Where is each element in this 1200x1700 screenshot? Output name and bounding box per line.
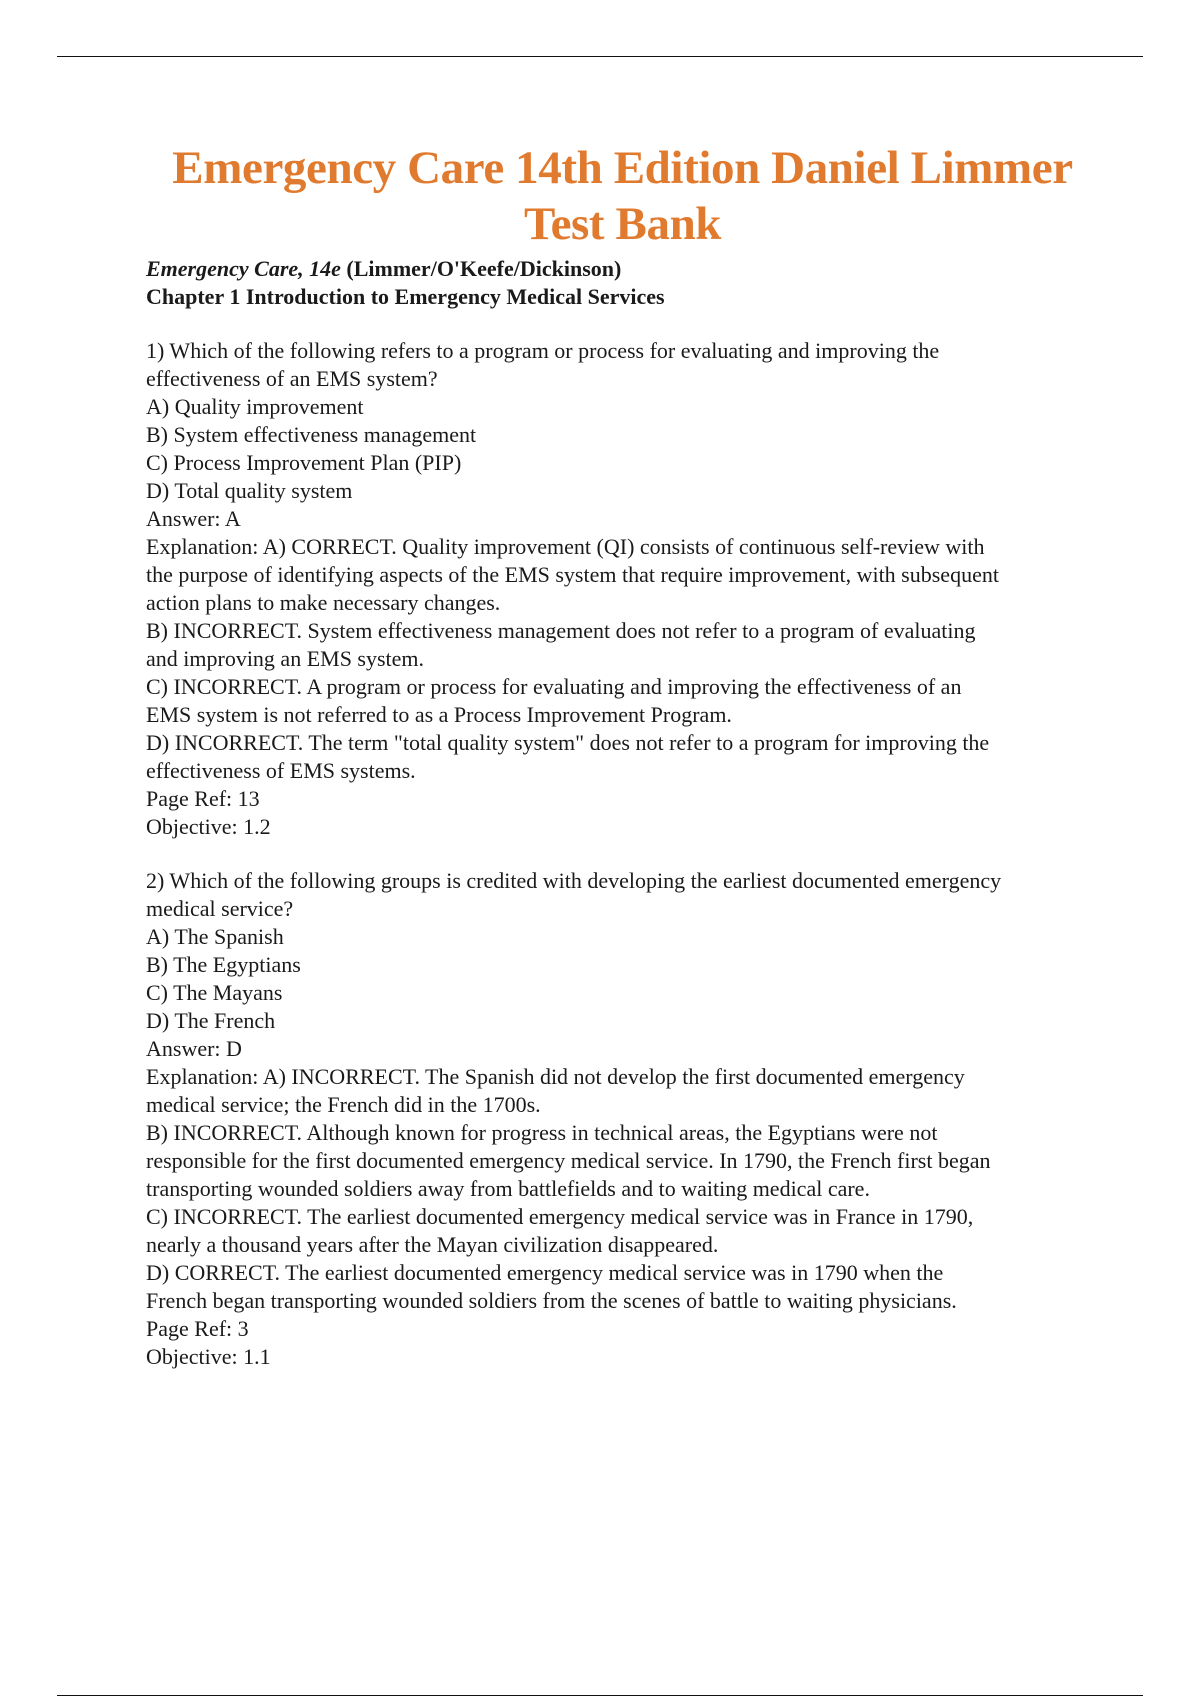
question-block-1 bbox=[146, 337, 1156, 841]
question-stem-line: 2) Which of the following groups is credited with developing the earliest documented emergency bbox=[146, 868, 1002, 893]
document-body bbox=[146, 255, 1156, 1371]
explanation-line: medical service; the French did in the 1700s. bbox=[146, 1092, 541, 1117]
explanation-line: D) CORRECT. The earliest documented emergency medical service was in 1790 when the bbox=[146, 1260, 944, 1285]
explanation-line: responsible for the first documented emergency medical service. In 1790, the French first began bbox=[146, 1148, 991, 1173]
page-reference: Page Ref: 3 bbox=[146, 1316, 249, 1341]
book-authors: (Limmer/O'Keefe/Dickinson) bbox=[340, 256, 622, 281]
answer-option: B) System effectiveness management bbox=[146, 422, 477, 447]
objective: Objective: 1.2 bbox=[146, 814, 271, 839]
explanation-line: C) INCORRECT. A program or process for evaluating and improving the effectiveness of an bbox=[146, 674, 962, 699]
question-stem-line: 1) Which of the following refers to a program or process for evaluating and improving the bbox=[146, 338, 940, 363]
explanation-line: nearly a thousand years after the Mayan civilization disappeared. bbox=[146, 1232, 719, 1257]
answer-option: D) The French bbox=[146, 1008, 276, 1033]
answer-option: B) The Egyptians bbox=[146, 952, 301, 977]
answer-key: Answer: A bbox=[146, 506, 241, 531]
explanation-line: EMS system is not referred to as a Process Improvement Program. bbox=[146, 702, 732, 727]
explanation-line: transporting wounded soldiers away from battlefields and to waiting medical care. bbox=[146, 1176, 870, 1201]
spacer bbox=[146, 841, 1156, 867]
explanation-line: B) INCORRECT. Although known for progress in technical areas, the Egyptians were not bbox=[146, 1120, 938, 1145]
answer-option: A) The Spanish bbox=[146, 924, 284, 949]
explanation-line: D) INCORRECT. The term "total quality system" does not refer to a program for improving the bbox=[146, 730, 990, 755]
question-stem-line: effectiveness of an EMS system? bbox=[146, 366, 438, 391]
book-title: Emergency Care, 14e bbox=[146, 256, 341, 281]
answer-option: D) Total quality system bbox=[146, 478, 353, 503]
title-line-2: Test Bank bbox=[523, 198, 722, 250]
answer-option: C) Process Improvement Plan (PIP) bbox=[146, 450, 462, 475]
chapter-heading: Chapter 1 Introduction to Emergency Medical Services bbox=[146, 284, 665, 309]
question-stem-line: medical service? bbox=[146, 896, 294, 921]
explanation-line: the purpose of identifying aspects of the EMS system that require improvement, with subsequent bbox=[146, 562, 999, 587]
explanation-line: French began transporting wounded soldiers from the scenes of battle to waiting physicians. bbox=[146, 1288, 957, 1313]
objective: Objective: 1.1 bbox=[146, 1344, 271, 1369]
explanation-line: effectiveness of EMS systems. bbox=[146, 758, 416, 783]
book-citation bbox=[146, 255, 1156, 283]
question-block-2 bbox=[146, 867, 1156, 1371]
explanation-line: action plans to make necessary changes. bbox=[146, 590, 501, 615]
answer-key: Answer: D bbox=[146, 1036, 242, 1061]
page-reference: Page Ref: 13 bbox=[146, 786, 260, 811]
document-title bbox=[100, 140, 1145, 252]
explanation-line: C) INCORRECT. The earliest documented emergency medical service was in France in 1790, bbox=[146, 1204, 974, 1229]
explanation-line: Explanation: A) INCORRECT. The Spanish did not develop the first documented emergency bbox=[146, 1064, 965, 1089]
answer-option: C) The Mayans bbox=[146, 980, 283, 1005]
top-rule bbox=[57, 56, 1143, 57]
explanation-line: and improving an EMS system. bbox=[146, 646, 425, 671]
answer-option: A) Quality improvement bbox=[146, 394, 364, 419]
spacer bbox=[146, 311, 1156, 337]
title-line-1: Emergency Care 14th Edition Daniel Limmer bbox=[172, 142, 1073, 194]
explanation-line: Explanation: A) CORRECT. Quality improvement (QI) consists of continuous self-review with bbox=[146, 534, 985, 559]
bottom-rule bbox=[57, 1695, 1143, 1696]
explanation-line: B) INCORRECT. System effectiveness management does not refer to a program of evaluating bbox=[146, 618, 976, 643]
